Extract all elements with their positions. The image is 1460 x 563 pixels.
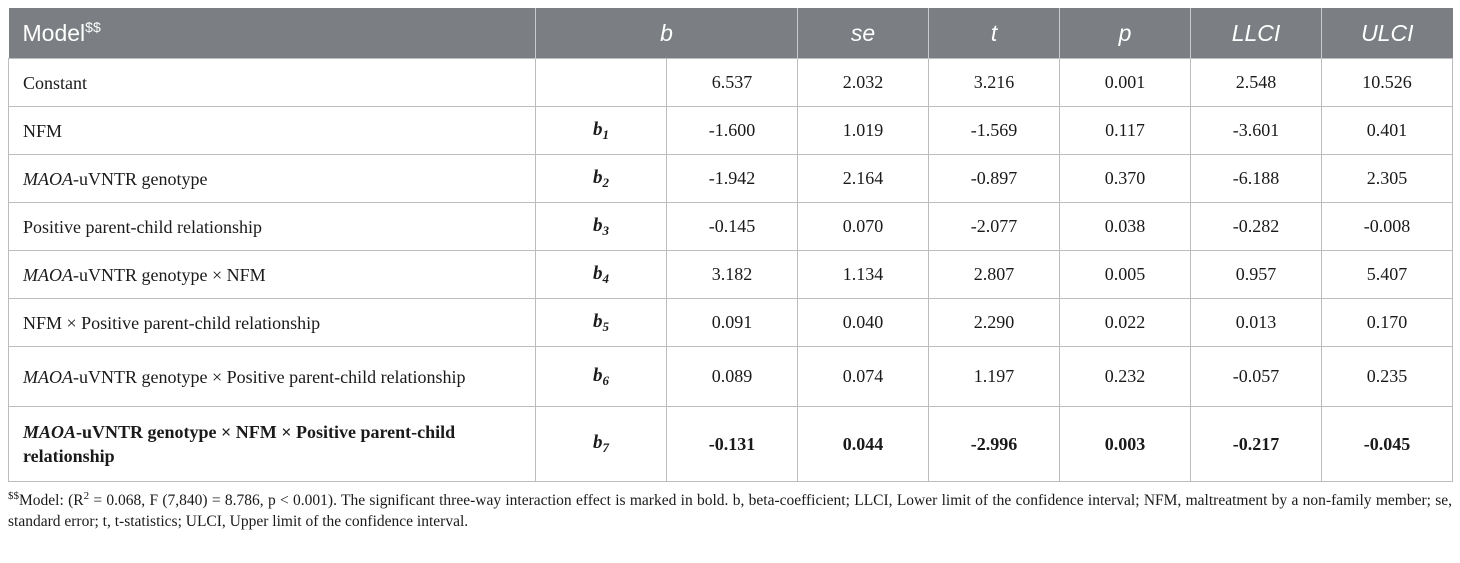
row-coefficient: $b_5$ (536, 299, 667, 347)
row-label: NFM × Positive parent-child relationship (9, 299, 536, 347)
cell-t: -0.897 (929, 155, 1060, 203)
table-figure (8, 8, 1452, 532)
cell-llci: -6.188 (1191, 155, 1322, 203)
table-row (9, 203, 1453, 251)
cell-ulci: 2.305 (1322, 155, 1453, 203)
cell-b: 6.537 (667, 59, 798, 107)
cell-t: -2.996 (929, 407, 1060, 482)
row-coefficient: $b_6$ (536, 347, 667, 407)
row-label: MAOA-uVNTR genotype × Positive parent-child relationship (9, 347, 536, 407)
row-coefficient: $b_2$ (536, 155, 667, 203)
header-p: p (1060, 8, 1191, 59)
cell-ulci: 10.526 (1322, 59, 1453, 107)
cell-p: 0.370 (1060, 155, 1191, 203)
cell-llci: -0.057 (1191, 347, 1322, 407)
table-row (9, 347, 1453, 407)
cell-b: 0.091 (667, 299, 798, 347)
row-label: Constant (9, 59, 536, 107)
header-model: Model$$ (9, 8, 536, 59)
row-label: MAOA-uVNTR genotype × NFM × Positive parent-child relationship (9, 407, 536, 482)
cell-se: 2.164 (798, 155, 929, 203)
cell-ulci: 0.235 (1322, 347, 1453, 407)
cell-b: -1.942 (667, 155, 798, 203)
cell-se: 0.040 (798, 299, 929, 347)
cell-se: 1.019 (798, 107, 929, 155)
cell-t: -2.077 (929, 203, 1060, 251)
table-row (9, 155, 1453, 203)
cell-b: -0.131 (667, 407, 798, 482)
row-coefficient: $b_3$ (536, 203, 667, 251)
table-footnote: $$Model: ($R^2 = 0.068$, F (7,840) = 8.786, p < 0.001). The significant three-way interaction effect is marked in bold. b, beta-coefficient; LLCI, Lower limit of the confidence interval; NFM, maltreatment by a non-family member; se, standard error; t, t-statistics; ULCI, Upper limit of the confidence interval. (8, 490, 1452, 530)
cell-p: 0.232 (1060, 347, 1191, 407)
cell-b: 3.182 (667, 251, 798, 299)
cell-t: 1.197 (929, 347, 1060, 407)
header-se: se (798, 8, 929, 59)
cell-p: 0.005 (1060, 251, 1191, 299)
cell-se: 2.032 (798, 59, 929, 107)
cell-ulci: -0.045 (1322, 407, 1453, 482)
cell-llci: 2.548 (1191, 59, 1322, 107)
cell-ulci: 0.170 (1322, 299, 1453, 347)
cell-b: 0.089 (667, 347, 798, 407)
cell-llci: 0.957 (1191, 251, 1322, 299)
row-coefficient (536, 59, 667, 107)
cell-ulci: 5.407 (1322, 251, 1453, 299)
cell-llci: 0.013 (1191, 299, 1322, 347)
header-t: t (929, 8, 1060, 59)
row-label: MAOA-uVNTR genotype × NFM (9, 251, 536, 299)
cell-t: 2.290 (929, 299, 1060, 347)
cell-llci: -3.601 (1191, 107, 1322, 155)
cell-b: -1.600 (667, 107, 798, 155)
cell-b: -0.145 (667, 203, 798, 251)
cell-ulci: -0.008 (1322, 203, 1453, 251)
cell-t: 3.216 (929, 59, 1060, 107)
cell-p: 0.022 (1060, 299, 1191, 347)
table-row (9, 251, 1453, 299)
row-label: MAOA-uVNTR genotype (9, 155, 536, 203)
cell-llci: -0.282 (1191, 203, 1322, 251)
header-b: b (536, 8, 798, 59)
cell-se: 0.074 (798, 347, 929, 407)
table-row (9, 107, 1453, 155)
cell-p: 0.117 (1060, 107, 1191, 155)
table-row (9, 299, 1453, 347)
row-coefficient: $b_1$ (536, 107, 667, 155)
cell-t: 2.807 (929, 251, 1060, 299)
cell-t: -1.569 (929, 107, 1060, 155)
footnote-marker: $$ (8, 490, 19, 502)
table-row-significant (9, 407, 1453, 482)
row-coefficient: $b_4$ (536, 251, 667, 299)
regression-table (8, 8, 1453, 482)
cell-se: 1.134 (798, 251, 929, 299)
row-coefficient: $b_7$ (536, 407, 667, 482)
row-label: NFM (9, 107, 536, 155)
table-row (9, 59, 1453, 107)
cell-se: 0.070 (798, 203, 929, 251)
header-llci: LLCI (1191, 8, 1322, 59)
cell-p: 0.003 (1060, 407, 1191, 482)
cell-p: 0.001 (1060, 59, 1191, 107)
cell-p: 0.038 (1060, 203, 1191, 251)
row-label: Positive parent-child relationship (9, 203, 536, 251)
cell-ulci: 0.401 (1322, 107, 1453, 155)
cell-llci: -0.217 (1191, 407, 1322, 482)
header-row (9, 8, 1453, 59)
header-ulci: ULCI (1322, 8, 1453, 59)
cell-se: 0.044 (798, 407, 929, 482)
